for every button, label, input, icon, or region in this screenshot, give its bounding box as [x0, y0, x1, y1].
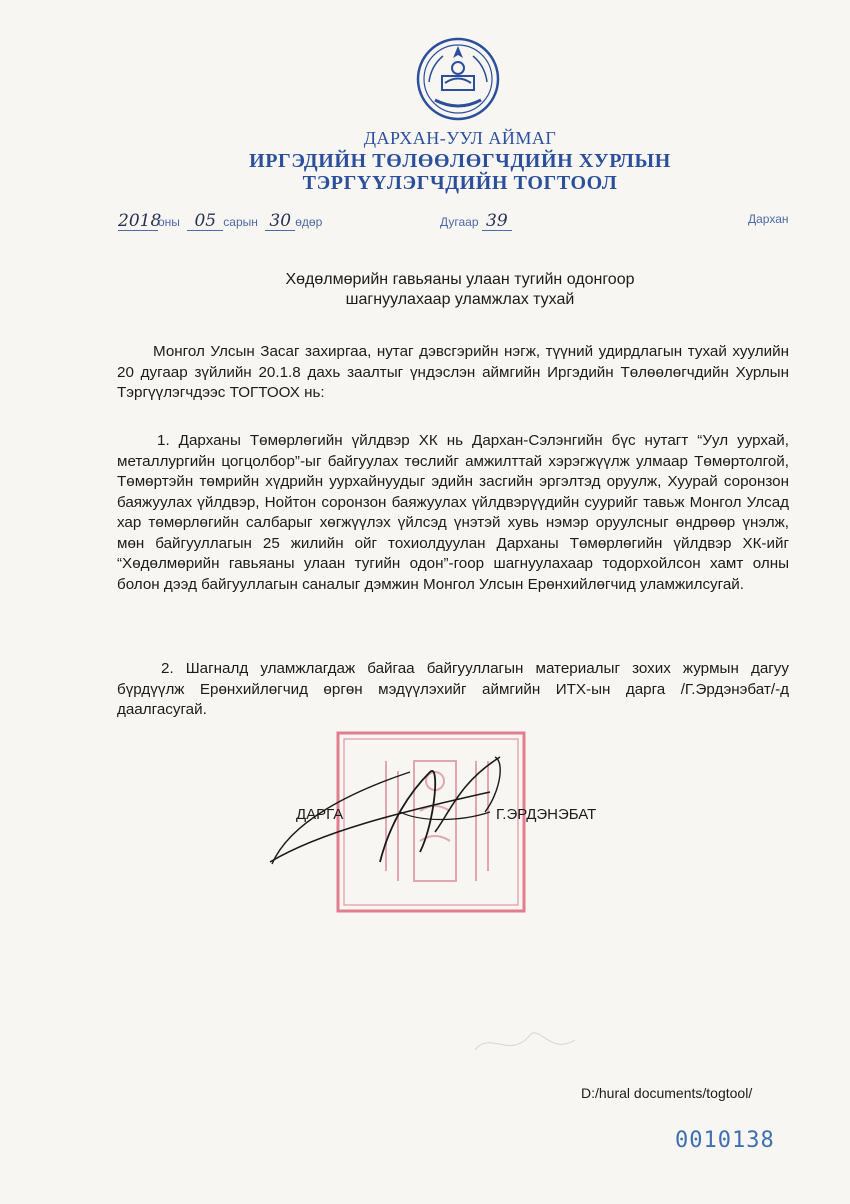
year-suffix: оны	[158, 215, 180, 229]
day-suffix: өдөр	[295, 215, 323, 229]
resolution-item-2: 2. Шагналд уламжлагдаж байгаа байгууллагын материалыг зохих журмын дагуу бүрдүүлж Ерөнхийлөгчид өргөн мэдүүлэхийг аймгийн ИТХ-ын дарга /Г.Эрдэнэбат/-д даалгасугай.	[117, 660, 789, 718]
resolution-number: 39	[482, 212, 512, 231]
date-year: 2018	[118, 211, 162, 231]
date-line	[118, 212, 322, 231]
signer-position: ДАРГА	[296, 806, 344, 823]
serial-number: 0010138	[675, 1128, 775, 1153]
document-title-line1: Хөдөлмөрийн гавьяаны улаан тугийн одонгоор	[285, 271, 635, 288]
date-day: 30	[265, 212, 295, 231]
document-title-line2: шагнуулахаар уламжлах тухай	[345, 291, 575, 308]
faint-pencil-mark	[470, 1010, 580, 1070]
number-label: Дугаар	[440, 215, 479, 229]
number-line	[440, 212, 512, 231]
signer-name: Г.ЭРДЭНЭБАТ	[496, 806, 597, 823]
header-council: ИРГЭДИЙН ТӨЛӨӨЛӨГЧДИЙН ХУРЛЫН	[249, 150, 671, 172]
resolution-item-1: 1. Дарханы Төмөрлөгийн үйлдвэр ХК нь Дархан-Сэлэнгийн бүс нутагт “Уул уурхай, металлургийн цогцолбор”-ыг байгуулах төслийг амжилттай хэрэгжүүлж улмаар Төмөртолгой, Төмөртэйн төмрийн хүдрийн уурхайнуудыг эдийн засгийн эргэлтэд оруулж, Хуурай соронзон баяжуулах үйлдвэр, Нойтон соронзон баяжуулах үйлдвэрүүдийн суурийг тавьж Монгол Улсад хар төмөрлөгийн салбарыг хөгжүүлэх үйлсэд үнэтэй хувь нэмэр оруулсныг өндрөөр үнэлж, мөн байгууллагын 25 жилийн ойг тохиолдуулан Дарханы Төмөрлөгийн үйлдвэр ХК-ийг “Хөдөлмөрийн гавьяаны улаан тугийн одон”-гоор шагнуулахаар тодорхойлсон хамт олны болон дээд байгууллагын саналыг дэмжин Монгол Улсын Ерөнхийлөгчид уламжилсугай.	[117, 432, 789, 593]
file-path: D:/hural documents/togtool/	[581, 1085, 753, 1101]
intro-paragraph: Монгол Улсын Засаг захиргаа, нутаг дэвсгэрийн нэгж, түүний удирдлагын тухай хуулийн 20 дугаар зүйлийн 20.1.8 дахь заалтыг үндэслэн аймгийн Иргэдийн Төлөөлөгчдийн Хурлын Тэргүүлэгчдээс ТОГТООХ нь:	[117, 343, 789, 401]
state-emblem-icon	[415, 36, 501, 122]
date-month: 05	[187, 212, 223, 231]
place: Дархан	[748, 212, 789, 226]
header-resolution: ТЭРГҮҮЛЭГЧДИЙН ТОГТООЛ	[302, 172, 618, 194]
header-aimag: ДАРХАН-УУЛ АЙМАГ	[363, 128, 557, 148]
month-suffix: сарын	[223, 215, 258, 229]
